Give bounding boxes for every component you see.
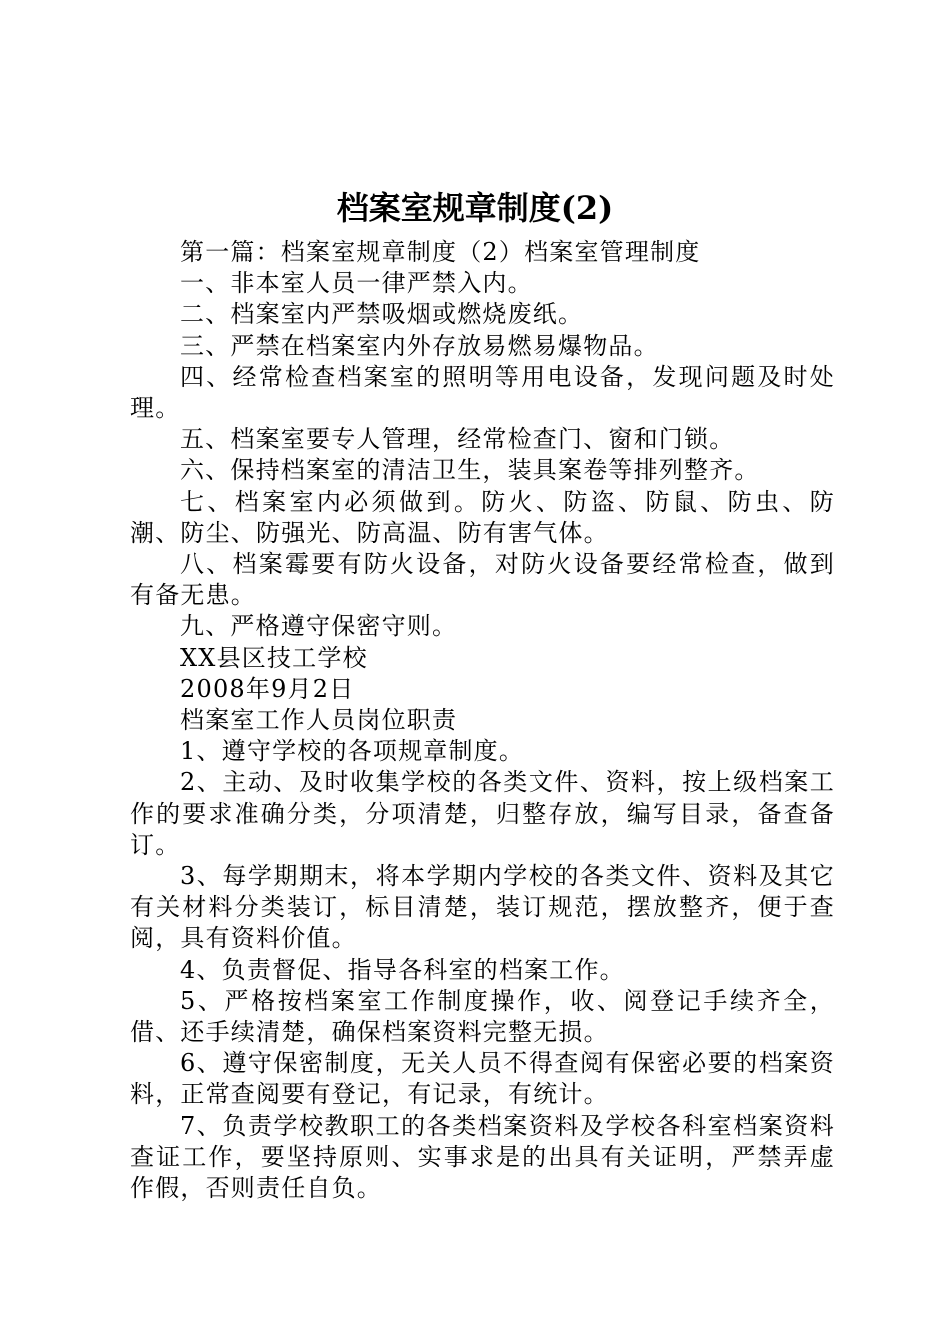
document-body bbox=[130, 237, 835, 1204]
paragraph-heading: 第一篇：档案室规章制度（2）档案室管理制度 bbox=[180, 238, 701, 266]
paragraph-school-name: XX县区技工学校 bbox=[180, 643, 368, 672]
paragraph-rule-1: 一、非本室人员一律严禁入内。 bbox=[180, 269, 533, 298]
paragraph-rule-8: 八、档案霉要有防火设备，对防火设备要经常检查，做到有备无患。 bbox=[130, 550, 835, 610]
paragraph-duty-6: 6、遵守保密制度，无关人员不得查阅有保密必要的档案资料，正常查阅要有登记，有记录，有统计。 bbox=[130, 1049, 835, 1109]
document-title: 档案室规章制度(2) bbox=[336, 189, 614, 227]
paragraph-duty-2: 2、主动、及时收集学校的各类文件、资料，按上级档案工作的要求准确分类，分项清楚，归整存放，编写目录，备查备订。 bbox=[130, 768, 835, 859]
paragraph-duty-5: 5、严格按档案室工作制度操作，收、阅登记手续齐全，借、还手续清楚，确保档案资料完整无损。 bbox=[130, 986, 835, 1047]
paragraph-rule-5: 五、档案室要专人管理，经常检查门、窗和门锁。 bbox=[180, 425, 735, 454]
paragraph-rule-2: 二、档案室内严禁吸烟或燃烧废纸。 bbox=[180, 300, 584, 329]
paragraph-rule-7: 七、档案室内必须做到。防火、防盗、防鼠、防虫、防潮、防尘、防强光、防高温、防有害气体。 bbox=[130, 487, 835, 547]
paragraph-duty-3: 3、每学期期末，将本学期内学校的各类文件、资料及其它有关材料分类装订，标目清楚，装订规范，摆放整齐，便于查阅，具有资料价值。 bbox=[130, 862, 835, 953]
paragraph-duty-1: 1、遵守学校的各项规章制度。 bbox=[180, 737, 525, 766]
paragraph-section-heading: 档案室工作人员岗位职责 bbox=[180, 706, 458, 735]
paragraph-rule-6: 六、保持档案室的清洁卫生，装具案卷等排列整齐。 bbox=[180, 456, 760, 485]
paragraph-duty-7: 7、负责学校教职工的各类档案资料及学校各科室档案资料查证工作，要坚持原则、实事求是的出具有关证明，严禁弄虚作假，否则责任自负。 bbox=[130, 1111, 835, 1203]
paragraph-rule-4: 四、经常检查档案室的照明等用电设备，发现问题及时处理。 bbox=[130, 362, 835, 423]
paragraph-rule-3: 三、严禁在档案室内外存放易燃易爆物品。 bbox=[180, 331, 659, 360]
paragraph-rule-9: 九、严格遵守保密守则。 bbox=[180, 612, 458, 641]
paragraph-date: 2008年9月2日 bbox=[180, 674, 355, 703]
paragraph-duty-4: 4、负责督促、指导各科室的档案工作。 bbox=[180, 955, 625, 984]
